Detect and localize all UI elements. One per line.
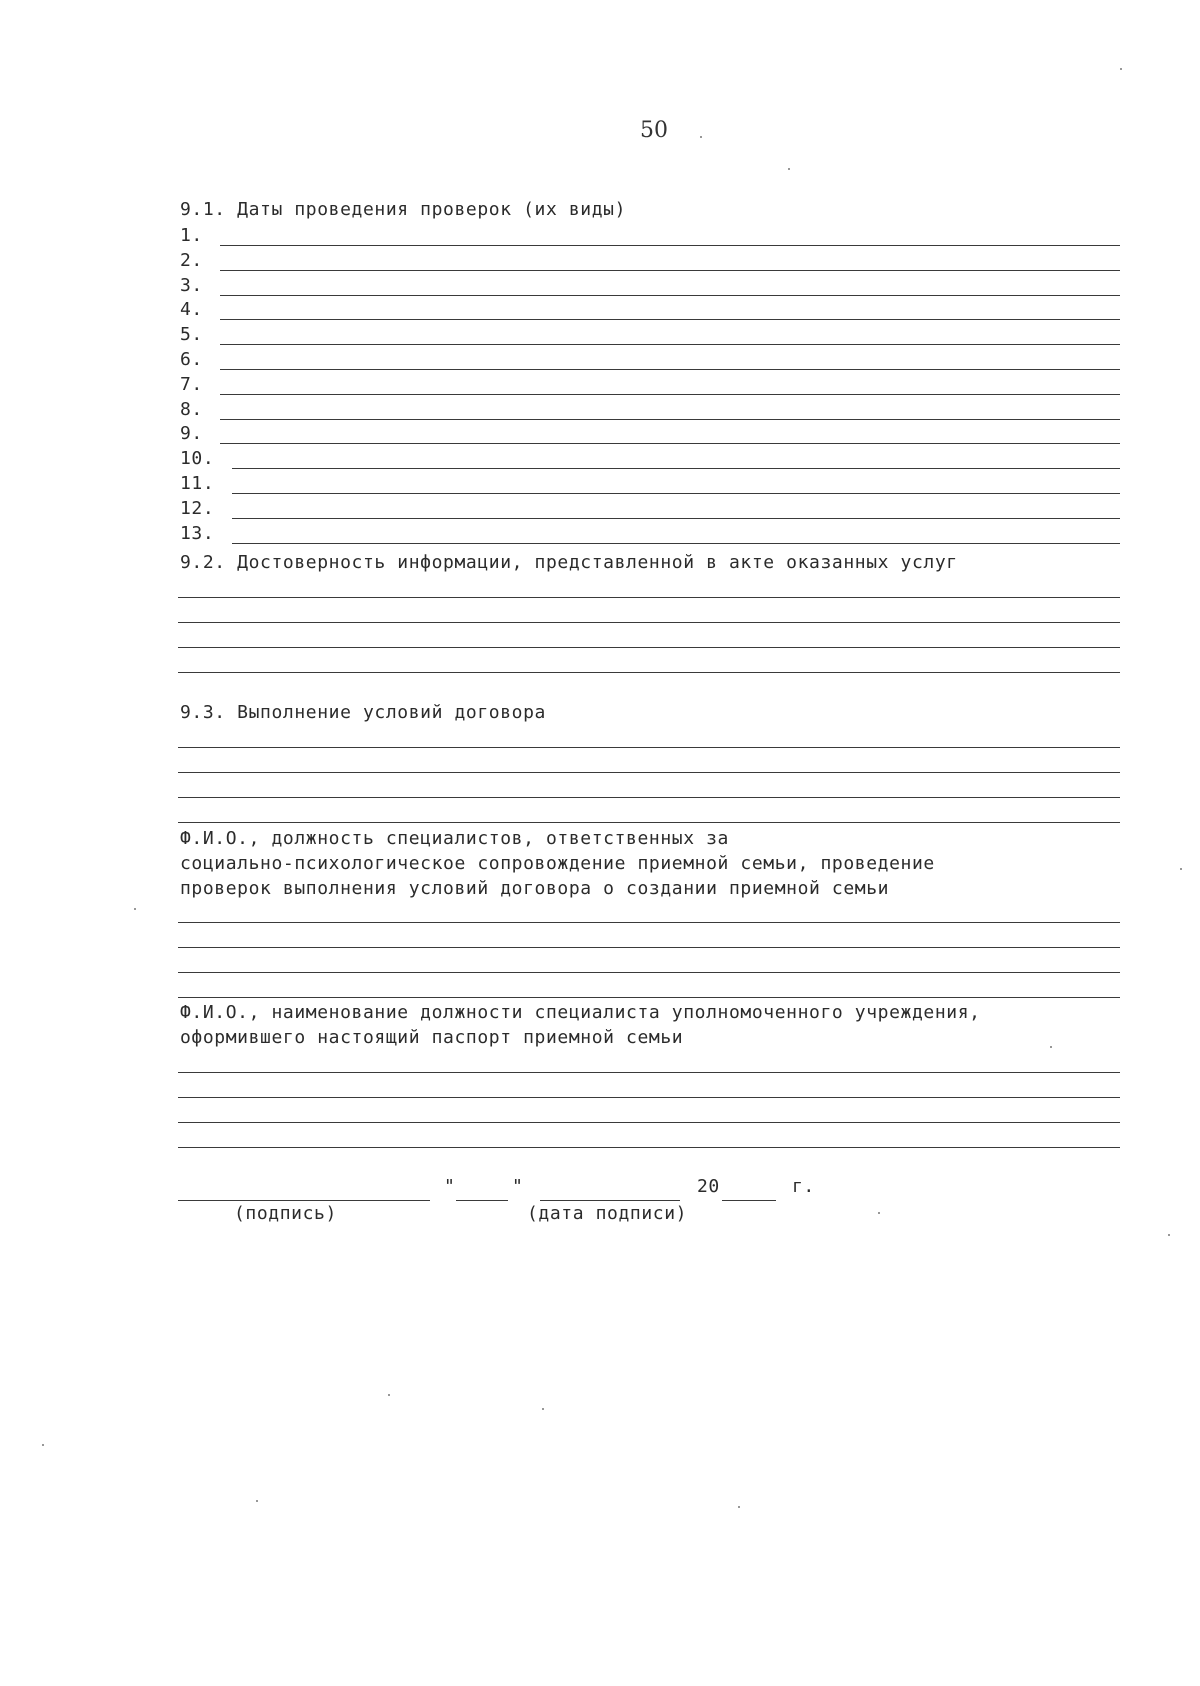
- specialists-answer-line[interactable]: [178, 972, 1120, 973]
- inspection-date-line[interactable]: [232, 493, 1120, 494]
- inspection-date-row: [180, 297, 1120, 322]
- scan-speck: [700, 136, 702, 138]
- inspection-date-number: 7.: [180, 373, 203, 395]
- inspection-date-row: [180, 446, 1120, 471]
- inspection-date-number: 5.: [180, 324, 203, 346]
- year-prefix: 20: [697, 1176, 720, 1197]
- inspection-date-number: 4.: [180, 299, 203, 321]
- inspection-date-line[interactable]: [220, 245, 1120, 246]
- inspection-date-line[interactable]: [232, 543, 1120, 544]
- section-9-2-answer-line[interactable]: [178, 647, 1120, 648]
- specialists-label-line-2: социально-психологическое сопровождение приемной семьи, проведение: [180, 853, 935, 874]
- month-line[interactable]: [540, 1200, 680, 1201]
- inspection-date-line[interactable]: [220, 270, 1120, 271]
- section-9-3-answer-line[interactable]: [178, 747, 1120, 748]
- page-number: 50: [640, 118, 668, 143]
- specialists-label-line-1: Ф.И.О., должность специалистов, ответственных за: [180, 828, 729, 849]
- inspection-date-number: 13.: [180, 522, 215, 544]
- inspection-date-line[interactable]: [220, 419, 1120, 420]
- inspection-date-number: 1.: [180, 225, 203, 246]
- inspection-date-line[interactable]: [232, 468, 1120, 469]
- inspection-date-line[interactable]: [220, 369, 1120, 370]
- inspection-date-row: [180, 496, 1120, 521]
- date-quote-close: ": [512, 1176, 524, 1197]
- inspection-date-number: 3.: [180, 274, 203, 296]
- section-9-2-answer-line[interactable]: [178, 622, 1120, 623]
- author-label-line-1: Ф.И.О., наименование должности специалиста уполномоченного учреждения,: [180, 1002, 981, 1023]
- scan-speck: [788, 168, 790, 170]
- inspection-date-line[interactable]: [220, 344, 1120, 345]
- inspection-date-row: [180, 521, 1120, 546]
- scan-speck: [878, 1212, 880, 1214]
- year-suffix: г.: [792, 1176, 815, 1197]
- inspection-date-row: [180, 223, 1120, 248]
- day-line[interactable]: [456, 1200, 508, 1201]
- scan-speck: [1050, 1046, 1052, 1048]
- author-answer-line[interactable]: [178, 1072, 1120, 1073]
- inspection-date-number: 8.: [180, 398, 203, 420]
- author-answer-line[interactable]: [178, 1147, 1120, 1148]
- inspection-date-row: [180, 347, 1120, 372]
- inspection-date-row: [180, 322, 1120, 347]
- inspection-date-row: [180, 471, 1120, 496]
- section-9-3-answer-line[interactable]: [178, 772, 1120, 773]
- inspection-date-row: [180, 421, 1120, 446]
- section-9-3-answer-line[interactable]: [178, 822, 1120, 823]
- inspection-date-number: 6.: [180, 349, 203, 370]
- inspection-date-line[interactable]: [232, 518, 1120, 519]
- section-9-3-heading: 9.3. Выполнение условий договора: [180, 702, 546, 723]
- inspection-date-number: 12.: [180, 497, 215, 519]
- inspection-date-row: [180, 248, 1120, 273]
- inspection-date-number: 10.: [180, 448, 215, 470]
- section-9-2-heading: 9.2. Достоверность информации, представленной в акте оказанных услуг: [180, 552, 958, 573]
- scan-speck: [256, 1500, 258, 1502]
- inspection-date-line[interactable]: [220, 394, 1120, 395]
- author-label-line-2: оформившего настоящий паспорт приемной семьи: [180, 1027, 684, 1048]
- inspection-date-number: 11.: [180, 473, 215, 494]
- specialists-answer-line[interactable]: [178, 922, 1120, 923]
- date-caption: (дата подписи): [527, 1203, 688, 1224]
- scan-speck: [388, 1394, 390, 1396]
- inspection-date-row: [180, 273, 1120, 298]
- specialists-answer-line[interactable]: [178, 997, 1120, 998]
- inspection-date-line[interactable]: [220, 319, 1120, 320]
- inspection-date-line[interactable]: [220, 443, 1120, 444]
- inspection-date-number: 9.: [180, 423, 203, 445]
- specialists-label-line-3: проверок выполнения условий договора о создании приемной семьи: [180, 878, 890, 899]
- year-line[interactable]: [722, 1200, 776, 1201]
- inspection-date-row: [180, 372, 1120, 397]
- author-answer-line[interactable]: [178, 1097, 1120, 1098]
- scan-speck: [1180, 868, 1182, 870]
- section-9-3-answer-line[interactable]: [178, 797, 1120, 798]
- scan-speck: [542, 1408, 544, 1410]
- specialists-answer-line[interactable]: [178, 947, 1120, 948]
- signature-caption: (подпись): [234, 1203, 337, 1224]
- scan-speck: [738, 1506, 740, 1508]
- section-9-2-answer-line[interactable]: [178, 672, 1120, 673]
- section-9-2-answer-line[interactable]: [178, 597, 1120, 598]
- author-answer-line[interactable]: [178, 1122, 1120, 1123]
- scan-speck: [42, 1444, 44, 1446]
- scan-speck: [1120, 68, 1122, 70]
- inspection-date-number: 2.: [180, 249, 203, 271]
- signature-line[interactable]: [178, 1200, 430, 1201]
- scan-speck: [134, 908, 136, 910]
- date-quote-open: ": [444, 1176, 456, 1197]
- section-9-1-heading: 9.1. Даты проведения проверок (их виды): [180, 199, 627, 220]
- scan-speck: [1168, 1234, 1170, 1236]
- inspection-date-row: [180, 397, 1120, 422]
- inspection-date-line[interactable]: [220, 295, 1120, 296]
